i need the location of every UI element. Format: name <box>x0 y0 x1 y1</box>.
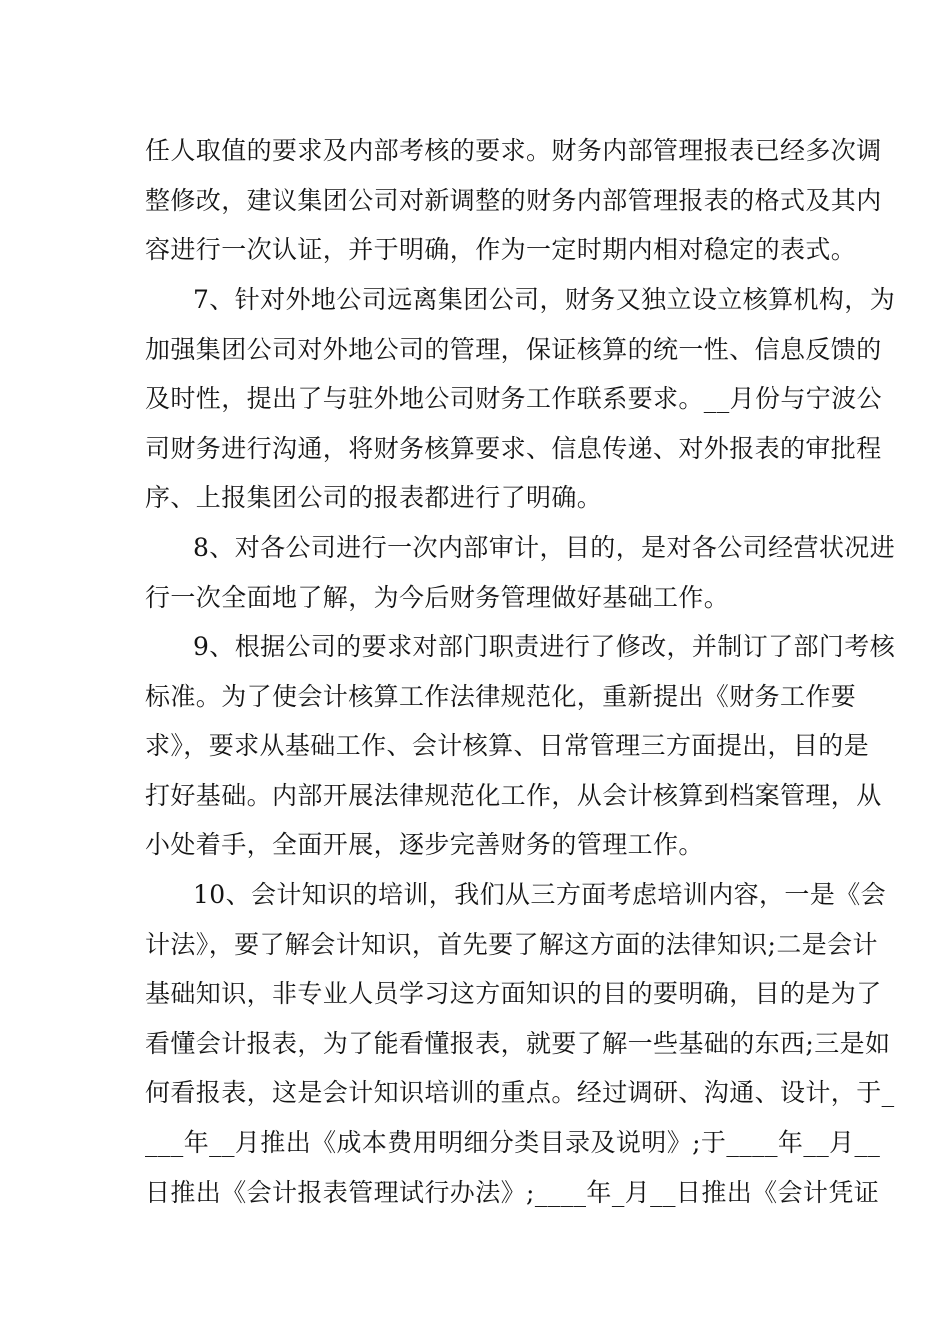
text-line-22: 日推出《会计报表管理试行办法》;____年_月__日推出《会计凭证 <box>145 1178 880 1207</box>
text-line-11: 9、根据公司的要求对部门职责进行了修改，并制订了部门考核 <box>193 632 896 661</box>
text-line-1: 任人取值的要求及内部考核的要求。财务内部管理报表已经多次调 <box>145 136 882 165</box>
text-line-18: 基础知识，非专业人员学习这方面知识的目的要明确，目的是为了 <box>145 979 882 1008</box>
text-line-6: 及时性，提出了与驻外地公司财务工作联系要求。__月份与宁波公 <box>145 384 883 413</box>
text-line-10: 行一次全面地了解，为今后财务管理做好基础工作。 <box>145 583 730 612</box>
text-line-7: 司财务进行沟通，将财务核算要求、信息传递、对外报表的审批程 <box>145 434 882 463</box>
text-line-3: 容进行一次认证，并于明确，作为一定时期内相对稳定的表式。 <box>145 235 857 264</box>
text-line-15: 小处着手，全面开展，逐步完善财务的管理工作。 <box>145 830 704 859</box>
text-line-14: 打好基础。内部开展法律规范化工作，从会计核算到档案管理，从 <box>145 781 882 810</box>
text-line-20: 何看报表，这是会计知识培训的重点。经过调研、沟通、设计，于_ <box>145 1078 895 1107</box>
text-line-5: 加强集团公司对外地公司的管理，保证核算的统一性、信息反馈的 <box>145 335 882 364</box>
text-line-9: 8、对各公司进行一次内部审计，目的，是对各公司经营状况进 <box>193 533 896 562</box>
text-line-16: 10、会计知识的培训，我们从三方面考虑培训内容，一是《会 <box>193 880 887 909</box>
text-line-13: 求》，要求从基础工作、会计核算、日常管理三方面提出，目的是 <box>145 731 870 760</box>
text-line-17: 计法》，要了解会计知识，首先要了解这方面的法律知识;二是会计 <box>145 930 878 959</box>
text-line-4: 7、针对外地公司远离集团公司，财务又独立设立核算机构，为 <box>193 285 896 314</box>
text-line-8: 序、上报集团公司的报表都进行了明确。 <box>145 483 603 512</box>
text-line-19: 看懂会计报表，为了能看懂报表，就要了解一些基础的东西;三是如 <box>145 1029 891 1058</box>
text-line-21: ___年__月推出《成本费用明细分类目录及说明》;于____年__月__ <box>145 1128 881 1157</box>
text-line-2: 整修改，建议集团公司对新调整的财务内部管理报表的格式及其内 <box>145 186 882 215</box>
text-line-12: 标准。为了使会计核算工作法律规范化，重新提出《财务工作要 <box>145 682 857 711</box>
